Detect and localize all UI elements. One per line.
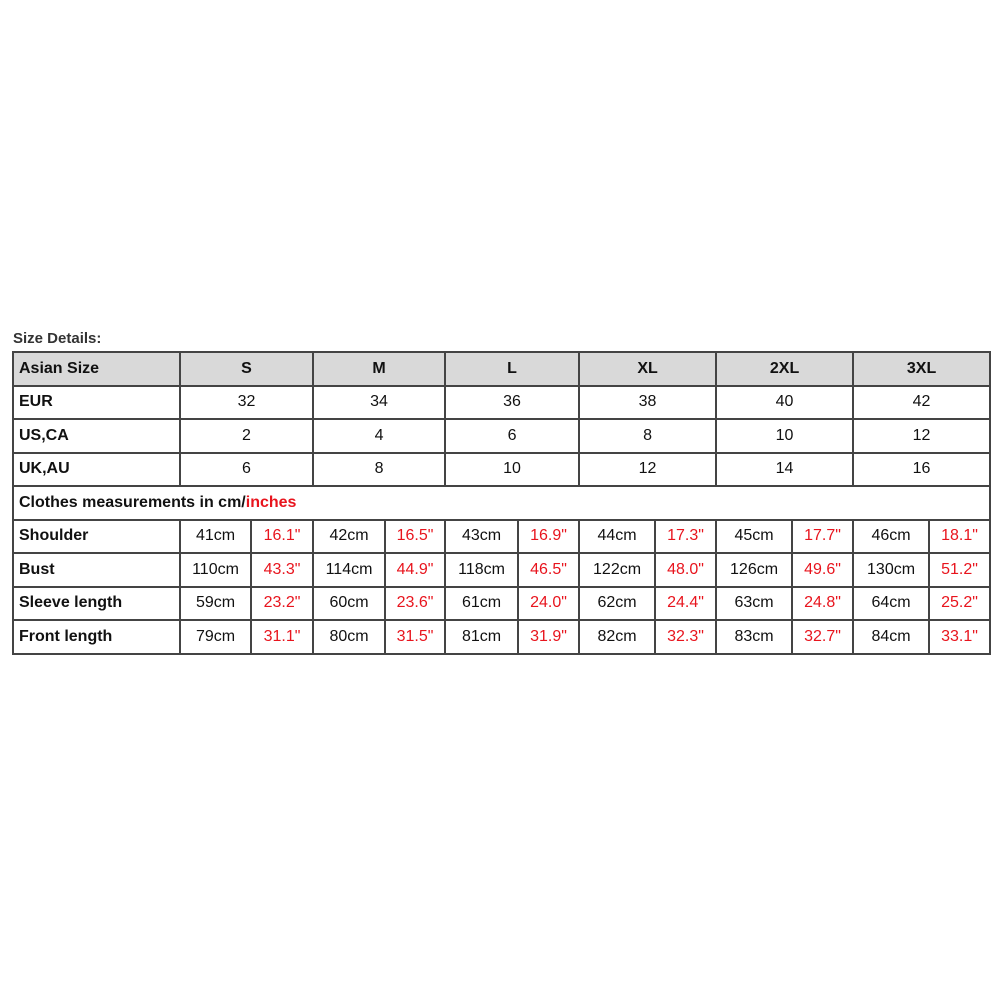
measure-row-sleeve-length: [13, 587, 990, 621]
table-cell: 42: [853, 386, 990, 420]
row-label: US,CA: [13, 419, 180, 453]
cm-cell: 60cm: [313, 587, 385, 621]
cm-cell: 130cm: [853, 553, 929, 587]
table-cell: 32: [180, 386, 313, 420]
inch-cell: 25.2": [929, 587, 990, 621]
measurements-section-title: [13, 486, 990, 520]
asian-size-label: Asian Size: [13, 352, 180, 386]
inch-cell: 31.5": [385, 620, 445, 654]
table-cell: 4: [313, 419, 445, 453]
table-cell: 6: [445, 419, 579, 453]
inch-cell: 32.7": [792, 620, 853, 654]
row-label: Bust: [13, 553, 180, 587]
inch-cell: 43.3": [251, 553, 313, 587]
size-header-l: L: [445, 352, 579, 386]
cm-cell: 79cm: [180, 620, 251, 654]
inch-cell: 18.1": [929, 520, 990, 554]
inch-cell: 46.5": [518, 553, 579, 587]
cm-cell: 64cm: [853, 587, 929, 621]
table-cell: 34: [313, 386, 445, 420]
conversion-row-uk-au: [13, 453, 990, 487]
inch-cell: 23.2": [251, 587, 313, 621]
inch-cell: 49.6": [792, 553, 853, 587]
cm-cell: 59cm: [180, 587, 251, 621]
table-cell: 36: [445, 386, 579, 420]
cm-cell: 114cm: [313, 553, 385, 587]
row-label: Shoulder: [13, 520, 180, 554]
inch-cell: 16.1": [251, 520, 313, 554]
table-cell: 8: [313, 453, 445, 487]
cm-cell: 84cm: [853, 620, 929, 654]
cm-cell: 43cm: [445, 520, 518, 554]
size-chart-table: [12, 351, 991, 655]
inch-cell: 24.4": [655, 587, 716, 621]
inch-cell: 24.0": [518, 587, 579, 621]
table-cell: 14: [716, 453, 853, 487]
row-label: EUR: [13, 386, 180, 420]
measure-row-front-length: [13, 620, 990, 654]
inch-cell: 33.1": [929, 620, 990, 654]
cm-cell: 63cm: [716, 587, 792, 621]
cm-cell: 81cm: [445, 620, 518, 654]
table-cell: 8: [579, 419, 716, 453]
size-header-2xl: 2XL: [716, 352, 853, 386]
inch-cell: 23.6": [385, 587, 445, 621]
cm-cell: 82cm: [579, 620, 655, 654]
size-details-caption: Size Details:: [13, 330, 102, 347]
size-header-s: S: [180, 352, 313, 386]
cm-cell: 80cm: [313, 620, 385, 654]
inch-cell: 44.9": [385, 553, 445, 587]
inch-cell: 48.0": [655, 553, 716, 587]
inch-cell: 31.9": [518, 620, 579, 654]
section-title-inches: inches: [245, 493, 297, 511]
cm-cell: 42cm: [313, 520, 385, 554]
cm-cell: 41cm: [180, 520, 251, 554]
cm-cell: 122cm: [579, 553, 655, 587]
cm-cell: 61cm: [445, 587, 518, 621]
cm-cell: 110cm: [180, 553, 251, 587]
cm-cell: 126cm: [716, 553, 792, 587]
section-title-prefix: Clothes measurements in cm/: [19, 493, 246, 511]
row-label: Sleeve length: [13, 587, 180, 621]
size-header-row: [13, 352, 990, 386]
table-cell: 2: [180, 419, 313, 453]
table-cell: 40: [716, 386, 853, 420]
conversion-row-us-ca: [13, 419, 990, 453]
row-label: Front length: [13, 620, 180, 654]
row-label: UK,AU: [13, 453, 180, 487]
inch-cell: 16.9": [518, 520, 579, 554]
measure-row-shoulder: [13, 520, 990, 554]
cm-cell: 118cm: [445, 553, 518, 587]
conversion-row-eur: [13, 386, 990, 420]
inch-cell: 24.8": [792, 587, 853, 621]
table-cell: 16: [853, 453, 990, 487]
table-cell: 6: [180, 453, 313, 487]
size-header-xl: XL: [579, 352, 716, 386]
inch-cell: 32.3": [655, 620, 716, 654]
table-cell: 10: [445, 453, 579, 487]
cm-cell: 44cm: [579, 520, 655, 554]
inch-cell: 31.1": [251, 620, 313, 654]
inch-cell: 16.5": [385, 520, 445, 554]
cm-cell: 46cm: [853, 520, 929, 554]
table-cell: 10: [716, 419, 853, 453]
inch-cell: 17.3": [655, 520, 716, 554]
table-cell: 12: [853, 419, 990, 453]
cm-cell: 45cm: [716, 520, 792, 554]
size-header-m: M: [313, 352, 445, 386]
cm-cell: 83cm: [716, 620, 792, 654]
measure-row-bust: [13, 553, 990, 587]
size-header-3xl: 3XL: [853, 352, 990, 386]
cm-cell: 62cm: [579, 587, 655, 621]
measurements-section-row: [13, 486, 990, 520]
table-cell: 38: [579, 386, 716, 420]
table-cell: 12: [579, 453, 716, 487]
inch-cell: 51.2": [929, 553, 990, 587]
inch-cell: 17.7": [792, 520, 853, 554]
